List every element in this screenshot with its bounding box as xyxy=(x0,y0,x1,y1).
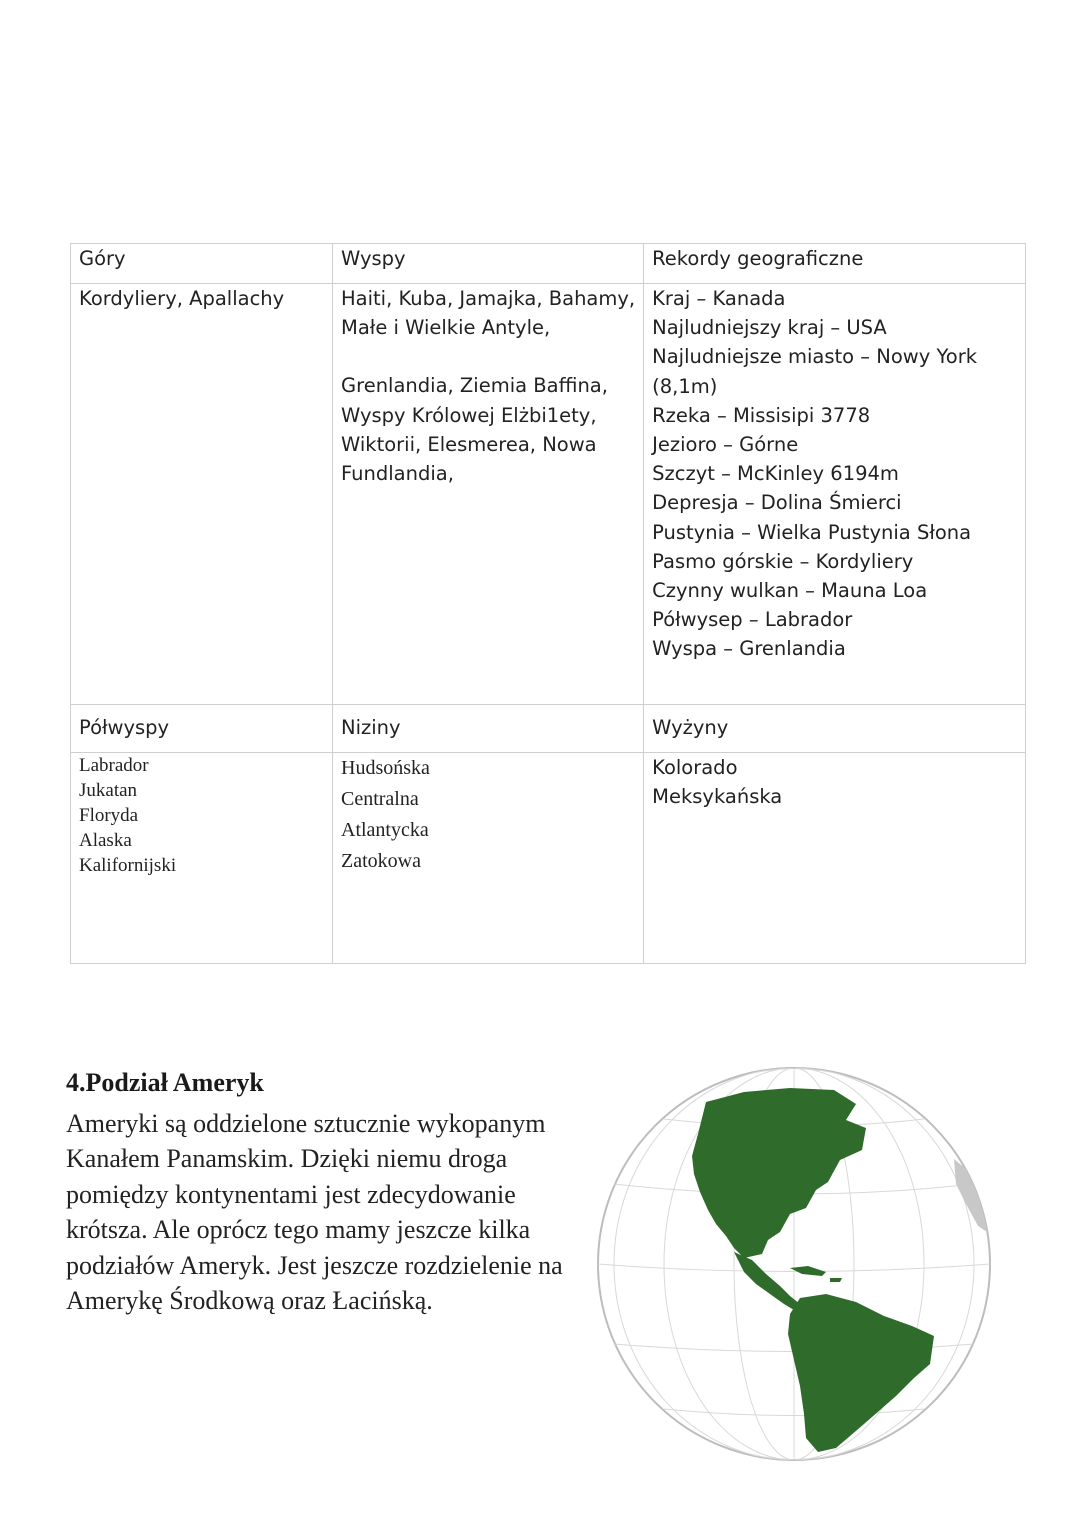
list-item: Małe i Wielkie Antyle, xyxy=(341,316,551,340)
paragraph-line: Kanałem Panamskim. Dzięki niemu droga xyxy=(66,1144,508,1174)
list-item: Wyspy Królowej Elżbi1ety, xyxy=(341,403,597,427)
table-row-bottom xyxy=(71,753,1026,964)
list-item: Labrador xyxy=(79,755,149,776)
list-item: Centralna xyxy=(341,788,419,810)
list-item: Floryda xyxy=(79,805,139,826)
geography-table xyxy=(70,243,1026,964)
list-item: Kolorado xyxy=(652,756,738,779)
list-item: Rzeka – Missisipi 3778 xyxy=(652,403,871,427)
list-item: Jezioro – Górne xyxy=(652,433,799,457)
list-item: Kalifornijski xyxy=(79,855,177,876)
paragraph-line: krótsza. Ale oprócz tego mamy jeszcze kilka xyxy=(66,1215,531,1245)
cell-peninsulas xyxy=(71,753,333,964)
header-records: Rekordy geograficzne xyxy=(644,244,1026,284)
section-body xyxy=(66,1106,606,1318)
list-item: Półwysep – Labrador xyxy=(652,608,853,632)
list-item: Szczyt – McKinley 6194m xyxy=(652,462,899,486)
list-item: Atlantycka xyxy=(341,819,429,841)
list-item: Pasmo górskie – Kordyliery xyxy=(652,549,914,573)
paragraph-line: Ameryki są oddzielone sztucznie wykopanym xyxy=(66,1109,546,1138)
table-header-row-top xyxy=(71,244,1026,284)
paragraph-line: Amerykę Środkową oraz Łacińską. xyxy=(66,1286,433,1316)
cell-uplands xyxy=(644,753,1026,964)
header-mountains: Góry xyxy=(71,244,333,284)
list-item: Kraj – Kanada xyxy=(652,287,786,310)
list-item: Hudsońska xyxy=(341,757,430,779)
cell-lowlands xyxy=(333,753,644,964)
spacer xyxy=(341,342,635,371)
list-item: Pustynia – Wielka Pustynia Słona xyxy=(652,520,972,544)
header-peninsulas: Półwyspy xyxy=(71,705,333,753)
list-item: Najludniejszy kraj – USA xyxy=(652,316,887,340)
header-uplands: Wyżyny xyxy=(644,705,1026,753)
list-item: Fundlandia, xyxy=(341,462,454,486)
list-item: Wyspa – Grenlandia xyxy=(652,637,846,661)
list-item: Wiktorii, Elesmerea, Nowa xyxy=(341,432,597,456)
paragraph-line: pomiędzy kontynentami jest zdecydowanie xyxy=(66,1179,516,1209)
list-item: Najludniejsze miasto – Nowy York xyxy=(652,345,978,369)
table-header-row-bottom xyxy=(71,705,1026,753)
cell-islands xyxy=(333,284,644,705)
list-item: Depresja – Dolina Śmierci xyxy=(652,491,902,515)
cell-records xyxy=(644,284,1026,705)
list-item: (8,1m) xyxy=(652,374,718,398)
cell-mountains xyxy=(71,284,333,705)
section-title: 4.Podział Ameryk xyxy=(66,1068,264,1097)
header-islands: Wyspy xyxy=(333,244,644,284)
list-item: Kordyliery, Apallachy xyxy=(79,287,285,310)
americas-globe-icon xyxy=(594,1064,994,1464)
list-item: Grenlandia, Ziemia Baffina, xyxy=(341,374,608,398)
list-item: Czynny wulkan – Mauna Loa xyxy=(652,579,928,603)
list-item: Haiti, Kuba, Jamajka, Bahamy, xyxy=(341,287,636,310)
header-lowlands: Niziny xyxy=(333,705,644,753)
paragraph-line: podziałów Ameryk. Jest jeszcze rozdzielenie na xyxy=(66,1250,563,1280)
list-item: Zatokowa xyxy=(341,850,421,872)
list-item: Meksykańska xyxy=(652,785,783,809)
list-item: Jukatan xyxy=(79,780,138,801)
list-item: Alaska xyxy=(79,830,132,851)
table-row-top xyxy=(71,284,1026,705)
